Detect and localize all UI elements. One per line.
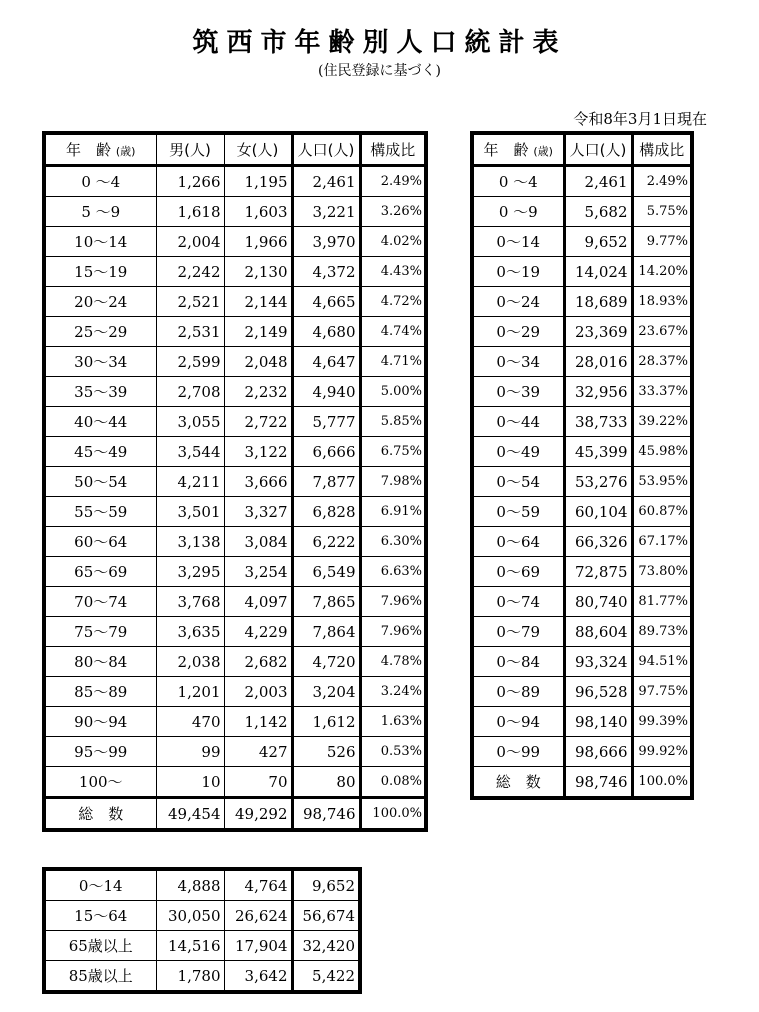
male-count-cell: 99 — [156, 737, 224, 767]
table-row — [472, 437, 692, 467]
age-range-cell: 0～94 — [472, 707, 564, 737]
ratio-cell: 7.96% — [360, 617, 426, 647]
population-cell: 32,420 — [292, 931, 360, 961]
as-of-date: 令和8年3月1日現在 — [573, 110, 707, 128]
age-range-cell: 25～29 — [44, 317, 156, 347]
ratio-cell: 6.75% — [360, 437, 426, 467]
table-header-row — [472, 133, 692, 166]
male-count-cell: 1,201 — [156, 677, 224, 707]
population-cell: 4,372 — [292, 257, 360, 287]
ratio-cell: 4.78% — [360, 647, 426, 677]
ratio-cell: 5.75% — [632, 197, 692, 227]
age-group-cell: 65歳以上 — [44, 931, 156, 961]
total-row — [472, 767, 692, 799]
female-count-cell: 2,682 — [224, 647, 292, 677]
ratio-cell: 39.22% — [632, 407, 692, 437]
table-row — [472, 287, 692, 317]
population-cell: 3,970 — [292, 227, 360, 257]
table-row — [44, 227, 426, 257]
age-range-cell: 65～69 — [44, 557, 156, 587]
age-range-cell: 0～39 — [472, 377, 564, 407]
age-range-cell: 45～49 — [44, 437, 156, 467]
female-count-cell: 1,966 — [224, 227, 292, 257]
table-row — [44, 961, 360, 993]
male-count-cell: 14,516 — [156, 931, 224, 961]
population-cell: 23,369 — [564, 317, 632, 347]
age-range-cell: 80～84 — [44, 647, 156, 677]
ratio-cell: 3.24% — [360, 677, 426, 707]
ratio-cell: 45.98% — [632, 437, 692, 467]
male-count-cell: 4,888 — [156, 869, 224, 901]
female-count-cell: 4,764 — [224, 869, 292, 901]
table-row — [44, 257, 426, 287]
ratio-cell: 14.20% — [632, 257, 692, 287]
male-count-cell: 3,768 — [156, 587, 224, 617]
population-cell: 6,666 — [292, 437, 360, 467]
age-range-cell: 60～64 — [44, 527, 156, 557]
female-count-cell: 1,142 — [224, 707, 292, 737]
ratio-cell: 28.37% — [632, 347, 692, 377]
female-count-cell: 26,624 — [224, 901, 292, 931]
age-range-cell: 0～14 — [472, 227, 564, 257]
col-header-population: 人口(人) — [292, 133, 360, 166]
table-row — [44, 317, 426, 347]
population-cell: 4,680 — [292, 317, 360, 347]
age-range-cell: 0～19 — [472, 257, 564, 287]
population-cell: 7,865 — [292, 587, 360, 617]
ratio-cell: 0.53% — [360, 737, 426, 767]
population-cell: 96,528 — [564, 677, 632, 707]
ratio-cell: 4.43% — [360, 257, 426, 287]
ratio-total-cell: 100.0% — [632, 767, 692, 799]
age-range-cell: 20～24 — [44, 287, 156, 317]
col-header-ratio: 構成比 — [632, 133, 692, 166]
ratio-cell: 1.63% — [360, 707, 426, 737]
table-row — [472, 557, 692, 587]
age-range-cell: 0 ～4 — [472, 166, 564, 197]
female-total-cell: 49,292 — [224, 798, 292, 831]
female-count-cell: 427 — [224, 737, 292, 767]
male-count-cell: 3,635 — [156, 617, 224, 647]
population-cell: 14,024 — [564, 257, 632, 287]
table-row — [472, 617, 692, 647]
table-row — [44, 737, 426, 767]
cumulative-population-table — [470, 131, 694, 800]
female-count-cell: 2,149 — [224, 317, 292, 347]
population-cell: 4,665 — [292, 287, 360, 317]
table-row — [44, 467, 426, 497]
male-total-cell: 49,454 — [156, 798, 224, 831]
population-cell: 38,733 — [564, 407, 632, 437]
population-cell: 2,461 — [564, 166, 632, 197]
ratio-cell: 67.17% — [632, 527, 692, 557]
table-row — [44, 869, 360, 901]
female-count-cell: 1,195 — [224, 166, 292, 197]
page-subtitle: (住民登録に基づく) — [318, 63, 441, 79]
ratio-cell: 2.49% — [360, 166, 426, 197]
ratio-cell: 94.51% — [632, 647, 692, 677]
age-range-cell: 30～34 — [44, 347, 156, 377]
page-title: 筑西市年齢別人口統計表 — [192, 28, 567, 58]
population-cell: 28,016 — [564, 347, 632, 377]
male-count-cell: 2,599 — [156, 347, 224, 377]
male-count-cell: 1,618 — [156, 197, 224, 227]
ratio-cell: 73.80% — [632, 557, 692, 587]
female-count-cell: 3,642 — [224, 961, 292, 993]
male-count-cell: 1,780 — [156, 961, 224, 993]
ratio-cell: 7.96% — [360, 587, 426, 617]
age-range-cell: 0～79 — [472, 617, 564, 647]
population-cell: 80 — [292, 767, 360, 798]
population-cell: 60,104 — [564, 497, 632, 527]
population-cell: 80,740 — [564, 587, 632, 617]
population-total-cell: 98,746 — [564, 767, 632, 799]
table-row — [472, 527, 692, 557]
ratio-cell: 23.67% — [632, 317, 692, 347]
table-row — [472, 347, 692, 377]
table-header-row — [44, 133, 426, 166]
table-row — [44, 617, 426, 647]
population-cell: 93,324 — [564, 647, 632, 677]
ratio-cell: 5.00% — [360, 377, 426, 407]
age-range-cell: 85～89 — [44, 677, 156, 707]
male-count-cell: 4,211 — [156, 467, 224, 497]
age-range-cell: 50～54 — [44, 467, 156, 497]
age-range-cell: 0～64 — [472, 527, 564, 557]
ratio-cell: 60.87% — [632, 497, 692, 527]
age-range-cell: 0 ～9 — [472, 197, 564, 227]
male-count-cell: 2,242 — [156, 257, 224, 287]
table-row — [44, 407, 426, 437]
ratio-cell: 6.91% — [360, 497, 426, 527]
ratio-cell: 53.95% — [632, 467, 692, 497]
age-population-table — [42, 131, 428, 832]
age-range-cell: 0～59 — [472, 497, 564, 527]
population-cell: 2,461 — [292, 166, 360, 197]
age-range-cell: 0 ～4 — [44, 166, 156, 197]
ratio-cell: 89.73% — [632, 617, 692, 647]
table-row — [44, 377, 426, 407]
age-range-cell: 35～39 — [44, 377, 156, 407]
female-count-cell: 17,904 — [224, 931, 292, 961]
ratio-cell: 4.02% — [360, 227, 426, 257]
male-count-cell: 2,531 — [156, 317, 224, 347]
table-row — [44, 677, 426, 707]
population-cell: 66,326 — [564, 527, 632, 557]
ratio-cell: 4.74% — [360, 317, 426, 347]
ratio-cell: 0.08% — [360, 767, 426, 798]
male-count-cell: 2,521 — [156, 287, 224, 317]
table-row — [44, 707, 426, 737]
female-count-cell: 3,084 — [224, 527, 292, 557]
age-range-cell: 0～84 — [472, 647, 564, 677]
population-cell: 5,682 — [564, 197, 632, 227]
male-count-cell: 470 — [156, 707, 224, 737]
ratio-cell: 33.37% — [632, 377, 692, 407]
population-cell: 4,720 — [292, 647, 360, 677]
population-cell: 32,956 — [564, 377, 632, 407]
population-cell: 5,777 — [292, 407, 360, 437]
population-cell: 9,652 — [564, 227, 632, 257]
population-cell: 98,140 — [564, 707, 632, 737]
population-total-cell: 98,746 — [292, 798, 360, 831]
table-row — [472, 707, 692, 737]
population-cell: 3,221 — [292, 197, 360, 227]
age-range-cell: 90～94 — [44, 707, 156, 737]
male-count-cell: 3,295 — [156, 557, 224, 587]
age-range-cell: 10～14 — [44, 227, 156, 257]
table-row — [472, 227, 692, 257]
male-count-cell: 2,708 — [156, 377, 224, 407]
population-cell: 5,422 — [292, 961, 360, 993]
table-row — [472, 467, 692, 497]
ratio-cell: 6.30% — [360, 527, 426, 557]
table-row — [44, 557, 426, 587]
ratio-cell: 2.49% — [632, 166, 692, 197]
age-range-cell: 15～19 — [44, 257, 156, 287]
age-range-cell: 70～74 — [44, 587, 156, 617]
female-count-cell: 2,003 — [224, 677, 292, 707]
age-range-cell: 0～99 — [472, 737, 564, 767]
population-cell: 18,689 — [564, 287, 632, 317]
population-cell: 9,652 — [292, 869, 360, 901]
population-cell: 4,647 — [292, 347, 360, 377]
female-count-cell: 4,229 — [224, 617, 292, 647]
table-row — [44, 931, 360, 961]
col-header-male: 男(人) — [156, 133, 224, 166]
table-row — [472, 587, 692, 617]
population-cell: 6,549 — [292, 557, 360, 587]
male-count-cell: 1,266 — [156, 166, 224, 197]
female-count-cell: 3,254 — [224, 557, 292, 587]
age-group-summary-table — [42, 867, 362, 994]
female-count-cell: 70 — [224, 767, 292, 798]
male-count-cell: 3,055 — [156, 407, 224, 437]
table-row — [472, 197, 692, 227]
total-label-cell: 総 数 — [472, 767, 564, 799]
table-row — [44, 166, 426, 197]
ratio-cell: 4.72% — [360, 287, 426, 317]
ratio-cell: 99.92% — [632, 737, 692, 767]
ratio-cell: 18.93% — [632, 287, 692, 317]
age-range-cell: 0～49 — [472, 437, 564, 467]
population-cell: 88,604 — [564, 617, 632, 647]
table-row — [44, 287, 426, 317]
table-row — [472, 737, 692, 767]
female-count-cell: 2,144 — [224, 287, 292, 317]
female-count-cell: 2,048 — [224, 347, 292, 377]
population-cell: 4,940 — [292, 377, 360, 407]
population-cell: 56,674 — [292, 901, 360, 931]
table-row — [44, 901, 360, 931]
table-row — [472, 677, 692, 707]
age-range-cell: 5 ～9 — [44, 197, 156, 227]
table-row — [472, 407, 692, 437]
table-row — [44, 647, 426, 677]
population-cell: 1,612 — [292, 707, 360, 737]
male-count-cell: 2,038 — [156, 647, 224, 677]
age-range-cell: 95～99 — [44, 737, 156, 767]
age-range-cell: 75～79 — [44, 617, 156, 647]
table-row — [44, 767, 426, 798]
ratio-cell: 97.75% — [632, 677, 692, 707]
ratio-cell: 99.39% — [632, 707, 692, 737]
table-row — [44, 497, 426, 527]
population-cell: 53,276 — [564, 467, 632, 497]
age-group-cell: 85歳以上 — [44, 961, 156, 993]
table-row — [472, 166, 692, 197]
male-count-cell: 3,501 — [156, 497, 224, 527]
col-header-age: 年 齢 (歳) — [44, 133, 156, 166]
population-cell: 98,666 — [564, 737, 632, 767]
table-row — [44, 527, 426, 557]
table-row — [44, 587, 426, 617]
female-count-cell: 2,232 — [224, 377, 292, 407]
table-row — [44, 197, 426, 227]
ratio-cell: 3.26% — [360, 197, 426, 227]
population-cell: 7,864 — [292, 617, 360, 647]
ratio-total-cell: 100.0% — [360, 798, 426, 831]
age-range-cell: 0～34 — [472, 347, 564, 377]
female-count-cell: 2,130 — [224, 257, 292, 287]
age-range-cell: 0～54 — [472, 467, 564, 497]
male-count-cell: 3,544 — [156, 437, 224, 467]
table-row — [472, 317, 692, 347]
male-count-cell: 30,050 — [156, 901, 224, 931]
age-range-cell: 0～74 — [472, 587, 564, 617]
ratio-cell: 5.85% — [360, 407, 426, 437]
age-range-cell: 100～ — [44, 767, 156, 798]
table-row — [44, 437, 426, 467]
table-row — [472, 647, 692, 677]
female-count-cell: 2,722 — [224, 407, 292, 437]
ratio-cell: 9.77% — [632, 227, 692, 257]
col-header-age: 年 齢 (歳) — [472, 133, 564, 166]
age-range-cell: 55～59 — [44, 497, 156, 527]
male-count-cell: 10 — [156, 767, 224, 798]
female-count-cell: 3,327 — [224, 497, 292, 527]
table-row — [472, 497, 692, 527]
ratio-cell: 81.77% — [632, 587, 692, 617]
total-row — [44, 798, 426, 831]
age-range-cell: 0～89 — [472, 677, 564, 707]
ratio-cell: 4.71% — [360, 347, 426, 377]
population-cell: 526 — [292, 737, 360, 767]
col-header-ratio: 構成比 — [360, 133, 426, 166]
total-label-cell: 総 数 — [44, 798, 156, 831]
table-row — [472, 377, 692, 407]
population-cell: 3,204 — [292, 677, 360, 707]
population-cell: 7,877 — [292, 467, 360, 497]
female-count-cell: 1,603 — [224, 197, 292, 227]
age-group-cell: 15～64 — [44, 901, 156, 931]
age-range-cell: 0～29 — [472, 317, 564, 347]
population-cell: 6,828 — [292, 497, 360, 527]
col-header-population: 人口(人) — [564, 133, 632, 166]
ratio-cell: 7.98% — [360, 467, 426, 497]
male-count-cell: 3,138 — [156, 527, 224, 557]
male-count-cell: 2,004 — [156, 227, 224, 257]
age-range-cell: 0～24 — [472, 287, 564, 317]
table-row — [472, 257, 692, 287]
age-range-cell: 0～44 — [472, 407, 564, 437]
population-cell: 72,875 — [564, 557, 632, 587]
age-range-cell: 0～69 — [472, 557, 564, 587]
female-count-cell: 4,097 — [224, 587, 292, 617]
age-group-cell: 0～14 — [44, 869, 156, 901]
female-count-cell: 3,122 — [224, 437, 292, 467]
ratio-cell: 6.63% — [360, 557, 426, 587]
table-row — [44, 347, 426, 377]
col-header-female: 女(人) — [224, 133, 292, 166]
population-cell: 45,399 — [564, 437, 632, 467]
age-range-cell: 40～44 — [44, 407, 156, 437]
female-count-cell: 3,666 — [224, 467, 292, 497]
population-cell: 6,222 — [292, 527, 360, 557]
